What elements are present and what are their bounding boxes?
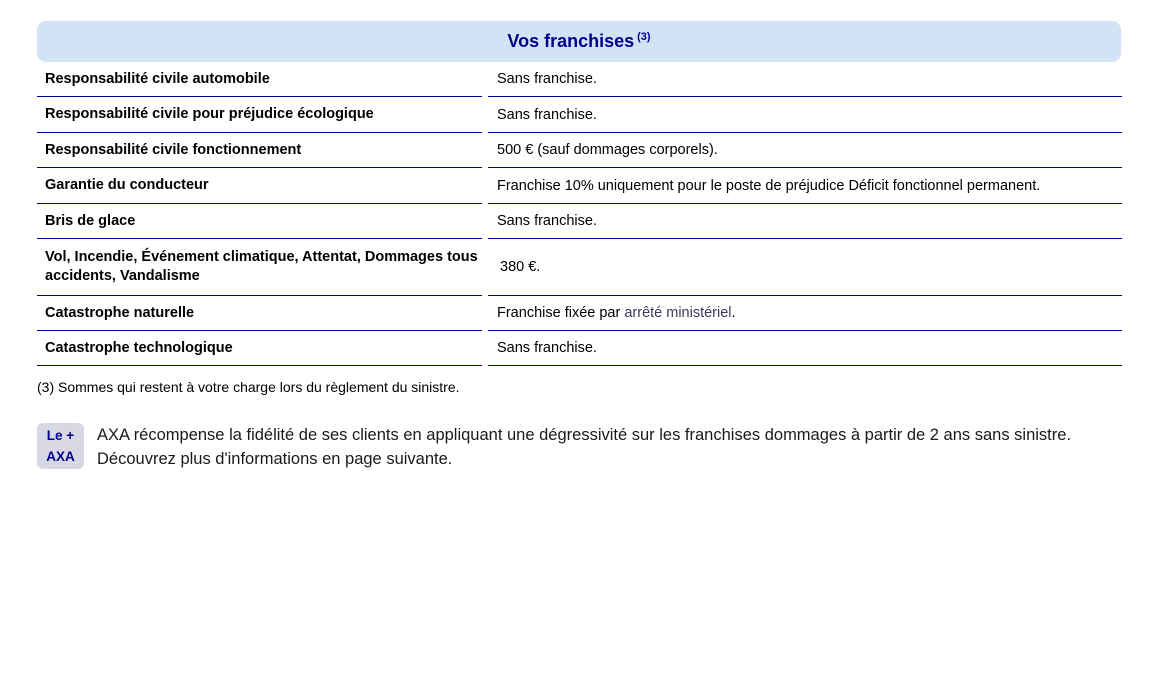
value-prefix: Franchise fixée par (497, 305, 625, 321)
table-row (37, 168, 1122, 204)
footnote: (3) Sommes qui restent à votre charge lors du règlement du sinistre. (37, 379, 460, 395)
badge-line-2: AXA (46, 449, 75, 464)
table-row (37, 62, 1122, 97)
row-value: Franchise 10% uniquement pour le poste de préjudice Déficit fonctionnel permanent. (488, 168, 1122, 204)
value-suffix: . (731, 305, 736, 321)
row-label: Bris de glace (37, 204, 482, 239)
row-label: Responsabilité civile fonctionnement (37, 133, 482, 168)
row-label: Catastrophe naturelle (37, 296, 482, 331)
row-label: Responsabilité civile automobile (37, 62, 482, 97)
row-value: Sans franchise. (488, 331, 1122, 366)
franchises-table (37, 62, 1122, 366)
row-label: Responsabilité civile pour préjudice écologique (37, 97, 482, 133)
table-row (37, 204, 1122, 239)
table-row (37, 296, 1122, 331)
axa-loyalty-text: AXA récompense la fidélité de ses clients en appliquant une dégressivité sur les franchises dommages à partir de 2 ans sans sinistre. Découvrez plus d'informations en page suivante. (97, 426, 1072, 468)
badge-line-1: Le + (46, 428, 75, 443)
arrete-ministeriel-link[interactable]: arrêté ministériel (624, 305, 732, 321)
row-value: Sans franchise. (488, 97, 1122, 133)
row-label: Vol, Incendie, Événement climatique, Attentat, Dommages tous accidents, Vandalisme (37, 239, 482, 296)
row-label: Catastrophe technologique (37, 331, 482, 366)
page-title: Vos franchises (507, 31, 635, 51)
row-value (488, 296, 1122, 331)
table-row (37, 239, 1122, 296)
row-value: 380 €. (488, 239, 1122, 296)
row-label: Garantie du conducteur (37, 168, 482, 204)
franchises-header (37, 21, 1121, 62)
footnote-reference: (3) (637, 31, 651, 43)
row-value: Sans franchise. (488, 62, 1122, 97)
table-row (37, 133, 1122, 168)
table-row (37, 331, 1122, 366)
row-value: Sans franchise. (488, 204, 1122, 239)
row-value: 500 € (sauf dommages corporels). (488, 133, 1122, 168)
table-row (37, 97, 1122, 133)
le-plus-axa-badge (37, 423, 84, 469)
